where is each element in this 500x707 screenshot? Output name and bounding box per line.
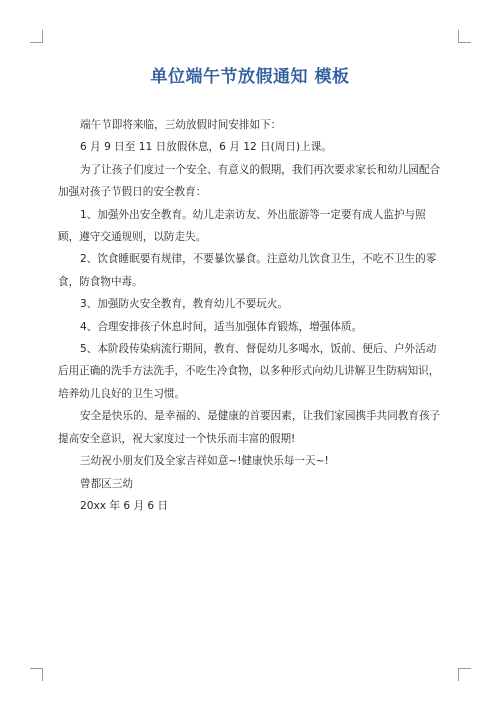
safety-item-5: 5、本阶段传染病流行期间，教育、督促幼儿多喝水，饭前、便后、户外活动后用正确的洗手方法洗手，不吃生冷食物，以多种形式向幼儿讲解卫生防病知识，培养幼儿良好的卫生习惯。 [58, 343, 440, 400]
closing-paragraph: 安全是快乐的、是幸福的、是健康的首要因素，让我们家园携手共同教育孩子提高安全意识，祝大家度过一个快乐而丰富的假期! [58, 410, 441, 445]
safety-item-3: 3、加强防火安全教育，教育幼儿不要玩火。 [80, 298, 289, 311]
crop-mark-bottom-left [30, 668, 43, 681]
safety-item-2: 2、饮食睡眠要有规律，不要暴饮暴食。注意幼儿饮食卫生，不吃不卫生的零食，防食物中毒。 [58, 253, 437, 288]
document-body [58, 114, 444, 517]
intro-paragraph: 端午节即将来临，三幼放假时间安排如下： [80, 119, 282, 131]
greeting-paragraph: 三幼祝小朋友们及全家吉祥如意~!健康快乐每一天~! [80, 455, 329, 468]
crop-mark-top-left [30, 30, 43, 43]
signature-organization: 曾都区三幼 [80, 477, 133, 490]
document-title: 单位端午节放假通知 模板 [150, 67, 350, 87]
safety-item-1: 1、加强外出安全教育。幼儿走亲访友、外出旅游等一定要有成人监护与照顾，遵守交通规则，以防走失。 [58, 208, 426, 244]
crop-mark-bottom-right [458, 668, 471, 681]
safety-item-4: 4、合理安排孩子休息时间，适当加强体育锻炼，增强体质。 [80, 320, 363, 333]
holiday-dates-paragraph: 6 月 9 日至 11 日放假休息，6 月 12 日(周日)上课。 [80, 141, 332, 154]
safety-request-paragraph: 为了让孩子们度过一个安全、有意义的假期，我们再次要求家长和幼儿园配合加强对孩子节假日的安全教育： [58, 163, 441, 199]
signature-date: 20xx 年 6 月 6 日 [80, 499, 169, 512]
crop-mark-top-right [458, 30, 471, 43]
